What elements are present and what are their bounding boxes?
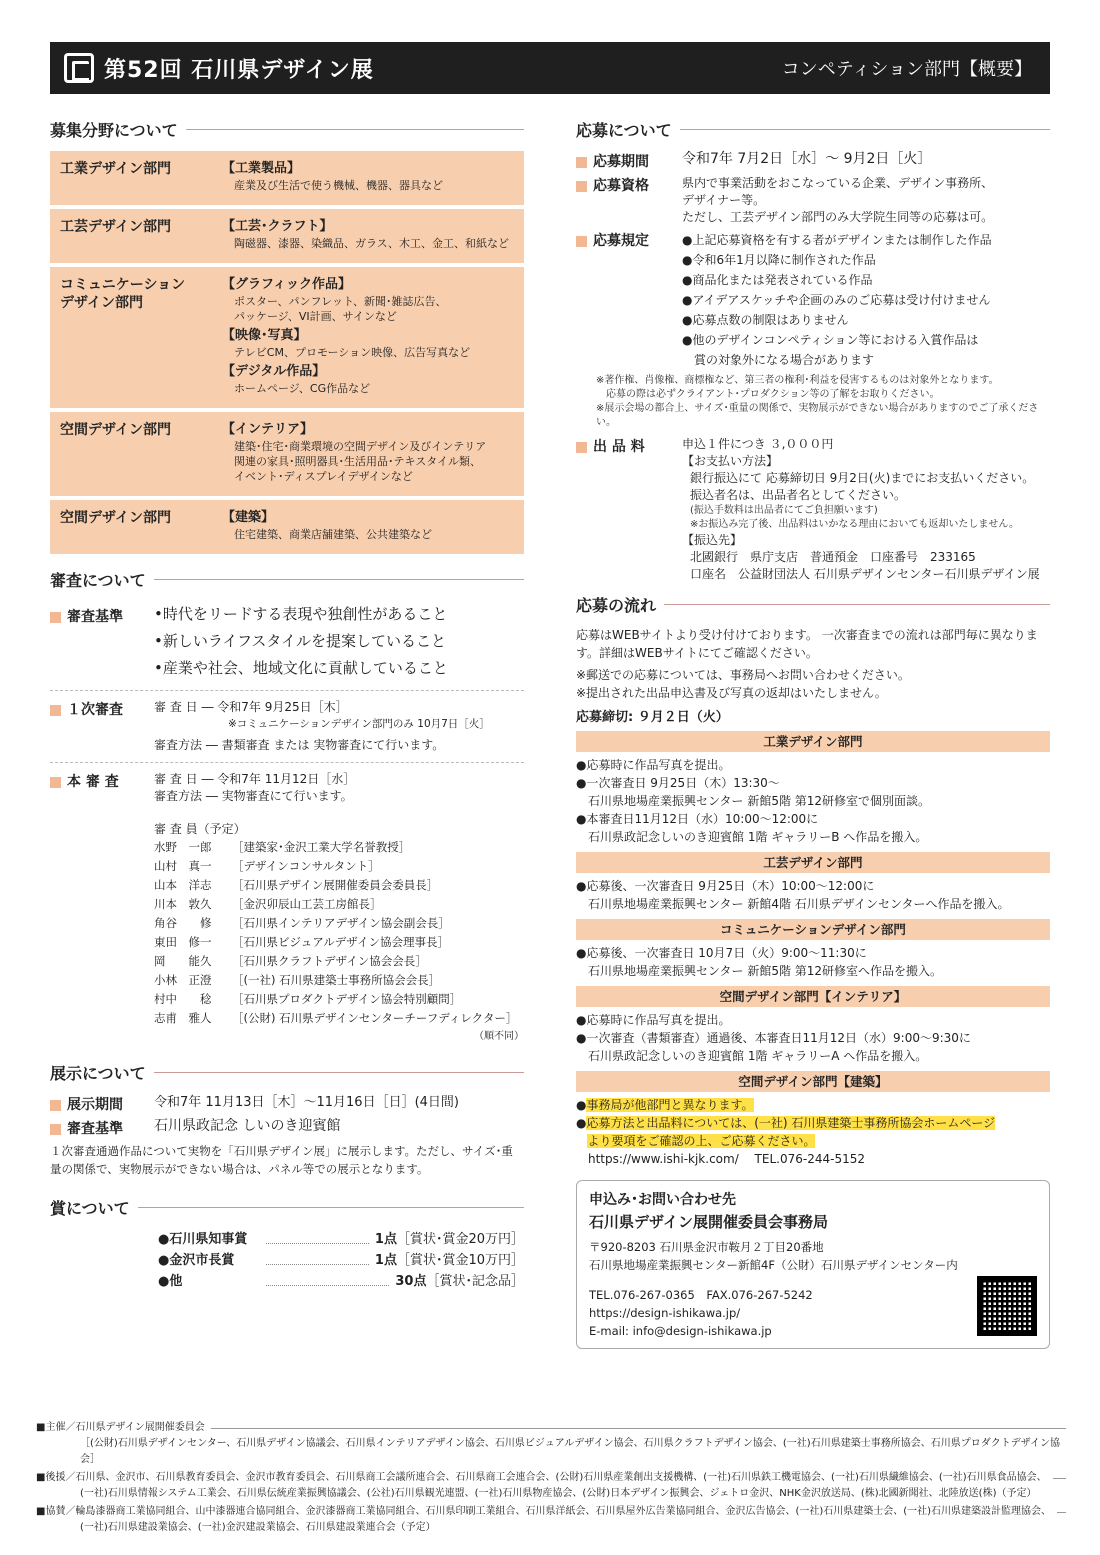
judge-role: ［石川県プロダクトデザイン協会特別顧問］ (232, 992, 462, 1006)
judge-name: 東田 修一 (154, 935, 212, 949)
category-subtitle: 【デジタル作品】 (222, 364, 326, 379)
main-review-method: 審査方法 ― 実物審査にて行います。 (154, 789, 353, 803)
criteria-1: •時代をリードする表現や独創性があること (154, 605, 448, 623)
judge-role: ［石川県デザイン展開催委員会委員長］ (232, 878, 439, 892)
prize-name: ●他 (158, 1274, 183, 1289)
flow-notes: ※郵送での応募については、事務局へお問い合わせください。 ※提出された出品申込書及び写真の返却はいたしません。 (576, 668, 910, 700)
square-marker-icon (50, 1124, 61, 1135)
rule-item: ●商品化または発表されている作品 (682, 273, 873, 287)
judge-row (154, 971, 524, 990)
category-name: 空間デザイン部門 (60, 422, 172, 438)
department-flow-list (576, 731, 1050, 1065)
judge-role: ［石川県ビジュアルデザイン協会理事長］ (232, 935, 450, 949)
contact-org: 石川県デザイン展開催委員会事務局 (589, 1213, 828, 1231)
bank-details: 北國銀行 県庁支店 普通預金 口座番号 233165 口座名 公益財団法人 石川県デザインセンター石川県デザイン展 (690, 550, 1040, 581)
prize-note: ［賞状･賞金20万円］ (396, 1232, 524, 1247)
exhibit-venue: 石川県政記念 しいのき迎賓館 (154, 1118, 341, 1134)
category-subtitle: 【グラフィック作品】 (222, 277, 351, 292)
category-box (50, 500, 524, 554)
section-title-flow: 応募の流れ (576, 593, 1050, 616)
divider (50, 762, 524, 763)
fee-row: 出 品 料 申込１件につき ３,０００円 【お支払い方法】 銀行振込にて 応募締切日 9月2日(火)までにお支払いください。 振込者名は、出品者名としてください。 (振込手数料は出品者にてご負担願います) ※お振込み完了後、出品料はいかなる理由においても返却いたしません。 【振込先】 北國銀行 県庁支店 普通預金 口座番号 233165 口座名 公益財団法人 石川県デザインセンター石川県デザイン展 (576, 436, 1050, 583)
first-review-method: 審査方法 ― 書類審査 または 実物審査にて行います。 (154, 738, 445, 752)
prize-count: 1点 (374, 1232, 397, 1247)
main-review-row: 本 審 査 審 査 日 ― 令和7年 11月12日［水］ 審査方法 ― 実物審査にて行います。 審 査 員（予定） 水野 一郎 ［建築家･金沢工業大学名誉教授］ 山村 真一 ［デザインコンサルタント］ 山本 洋志 ［石川県デザイン展開催委員会委員長］ 川本 敦久 ［金沢卯辰山工芸工房館長］ 角谷 修 ［石川県インテリアデザイン協会副会長］ 東田 修一 ［石川県ビジュアルデザイン協会理事長］ 岡 能久 ［石川県クラフトデザイン協会会長］ 小林 正澄 ［(一社) 石川県建築士事務所協会会長］ 村中 稔 ［石川県プロダクトデザイン協会特別顧問］ 志甫 雅人 ［(公財) 石川県デザインセンターチーフディレクター］ （順不同） (50, 771, 524, 1045)
footer-sponsors-2: (一社)石川県建設業協会、(一社)金沢建設業協会、石川県建設業連合会（予定） (80, 1522, 436, 1533)
section-title-sho: 賞について (50, 1196, 524, 1219)
right-column (576, 118, 1050, 1349)
dept-flow-item: ●応募時に作品写真を提出。 (576, 1013, 731, 1027)
square-marker-icon (576, 236, 587, 247)
apply-period-row: 応募期間 令和7年 7月2日［水］～ 9月2日［火］ (576, 151, 1050, 171)
square-marker-icon (50, 1100, 61, 1111)
judge-name: 水野 一郎 (154, 840, 212, 854)
first-review-row: １次審査 審 査 日 ― 令和7年 9月25日［木］ ※コミュニケーションデザイン部門のみ 10月7日［火］ 審査方法 ― 書類審査 または 実物審査にて行います。 (50, 699, 524, 754)
category-description: 建築･住宅･商業環境の空間デザイン及びインテリア 関連の家具･照明器具･生活用品･テキスタイル類、 イベント･ディスプレイデザインなど (234, 440, 487, 483)
judge-name: 角谷 修 (154, 916, 212, 930)
divider (50, 690, 524, 691)
category-description: 産業及び生活で使う機械、機器、器具など (234, 179, 443, 192)
left-column (50, 118, 524, 1292)
judge-name: 志甫 雅人 (154, 1011, 212, 1025)
prize-list (50, 1229, 524, 1292)
judge-role: ［建築家･金沢工業大学名誉教授］ (232, 840, 411, 854)
payment-title: 【お支払い方法】 (682, 454, 779, 468)
flow-deadline: 応募締切: ９月２日（火） (576, 710, 729, 725)
judge-row (154, 933, 524, 952)
category-description: 住宅建築、商業店舗建築、公共建築など (234, 528, 432, 541)
judge-name: 小林 正澄 (154, 973, 212, 987)
square-marker-icon (576, 442, 587, 453)
dept-flow-item: ●応募後、一次審査日 10月7日（火）9:00～11:30に 石川県地場産業振興センター 新館5階 第12研修室へ作品を搬入。 (576, 946, 943, 978)
square-marker-icon (576, 181, 587, 192)
judges-title: 審 査 員（予定） (154, 822, 246, 836)
judge-row (154, 1009, 524, 1028)
judges-list (154, 838, 524, 1028)
category-description: 陶磁器、漆器、染織品、ガラス、木工、金工、和紙など (234, 237, 509, 250)
exhibit-venue-row: 審査基準 石川県政記念 しいのき迎賓館 (50, 1118, 524, 1138)
design-exhibition-logo-icon (64, 53, 94, 83)
dept-flow-item: ●本審査日11月12日（水）10:00～12:00に 石川県政記念しいのき迎賓館 1階 ギャラリーB へ作品を搬入。 (576, 812, 928, 844)
footer (36, 1420, 1066, 1536)
prize-row (158, 1250, 524, 1271)
criteria-row: 審査基準 •時代をリードする表現や独創性があること •新しいライフスタイルを提案していること •産業や社会、地域文化に貢献していること (50, 601, 524, 682)
payment-notes: (振込手数料は出品者にてご負担願います) ※お振込み完了後、出品料はいかなる理由においても返却いたしません。 (690, 505, 1019, 530)
judge-role: ［(公財) 石川県デザインセンターチーフディレクター］ (232, 1011, 518, 1025)
dept-band-kenchiku: 空間デザイン部門【建築】 (576, 1071, 1050, 1092)
dept-band: 工業デザイン部門 (576, 731, 1050, 752)
leader-dots (266, 1250, 369, 1265)
dept-flow-item: ●応募後、一次審査日 9月25日（木）10:00～12:00に 石川県地場産業振興センター 新館4階 石川県デザインセンターへ作品を搬入。 (576, 879, 1010, 911)
category-body (222, 509, 514, 545)
square-marker-icon (576, 157, 587, 168)
contact-title: 申込み･お問い合わせ先 (589, 1192, 736, 1208)
prize-row (158, 1271, 524, 1292)
category-body (222, 276, 514, 399)
first-review-date: 審 査 日 ― 令和7年 9月25日［木］ (154, 700, 348, 714)
category-subtitle: 【建築】 (222, 510, 275, 525)
footer-organizer-members: ［(公財)石川県デザインセンター、石川県デザイン協議会、石川県インテリアデザイン協会、石川県ビジュアルデザイン協会、石川県クラフトデザイン協会、(一社)石川県建築士事務所協会、石川県プロダクトデザイン協会］ (80, 1438, 1061, 1465)
rule-item: ●他のデザインコンペティション等における入賞作品は 賞の対象外になる場合があります (682, 333, 979, 367)
judge-name: 山本 洋志 (154, 878, 212, 892)
judge-name: 川本 敦久 (154, 897, 212, 911)
category-subtitle: 【映像･写真】 (222, 328, 307, 343)
dept-band: 空間デザイン部門【インテリア】 (576, 986, 1050, 1007)
order-note: （順不同） (474, 1031, 524, 1042)
dept-band: コミュニケーションデザイン部門 (576, 919, 1050, 940)
prize-name: ●金沢市長賞 (158, 1253, 235, 1268)
rules-note-1: ※著作権、肖像権、商標権など、第三者の権利･利益を侵害するものは対象外となります。 応募の際は必ずクライアント･プロダクション等の了解をお取りください。 (596, 375, 999, 400)
rules-row: 応募規定 ●上記応募資格を有する者がデザインまたは制作した作品 ●令和6年1月以降に制作された作品 ●商品化または発表されている作品 ●アイデアスケッチや企画のみのご応募は受け付けません ●応募点数の制限はありません ●他のデザインコンペティション等における入賞作品は 賞の対象外になる場合があります (576, 230, 1050, 370)
category-description: テレビCM、プロモーション映像、広告写真など (234, 346, 471, 359)
dept-flow-item: ●一次審査日 9月25日（木）13:30～ 石川県地場産業振興センター 新館5階 第12研修室で個別面談。 (576, 776, 931, 808)
eligibility: 県内で事業活動をおこなっている企業、デザイン事務所、 デザイナー等。 ただし、工芸デザイン部門のみ大学院生同等の応募は可。 (682, 176, 994, 224)
contact-email[interactable]: E-mail: info@design-ishikawa.jp (589, 1324, 772, 1338)
judge-role: ［デザインコンサルタント］ (232, 859, 380, 873)
category-box (50, 209, 524, 263)
section-title-boshu: 募集分野について (50, 118, 524, 141)
category-description: ホームページ、CG作品など (234, 382, 371, 395)
footer-supporters-2: (一社)石川県情報システム工業会、石川県伝統産業振興協議会、(公社)石川県観光連盟、(一社)石川県物産協会、(公財)日本デザイン振興会、ジェトロ金沢、NHK金沢放送局、(株)北國新聞社、北陸放送(株)（予定） (80, 1488, 1037, 1499)
category-body (222, 218, 514, 254)
square-marker-icon (50, 777, 61, 788)
dept-flow-item: ●一次審査（書類審査）通過後、本審査日11月12日（水）9:00～9:30に 石川県政記念しいのき迎賓館 1階 ギャラリーA へ作品を搬入。 (576, 1031, 971, 1063)
eligibility-row: 応募資格 県内で事業活動をおこなっている企業、デザイン事務所、 デザイナー等。 ただし、工芸デザイン部門のみ大学院生同等の応募は可。 (576, 175, 1050, 226)
rule-item: ●上記応募資格を有する者がデザインまたは制作した作品 (682, 233, 992, 247)
judge-name: 村中 稔 (154, 992, 212, 1006)
main-review-date: 審 査 日 ― 令和7年 11月12日［水］ (154, 772, 356, 786)
contact-url[interactable]: https://design-ishikawa.jp/ (589, 1306, 741, 1320)
judge-role: ［石川県クラフトデザイン協会会長］ (232, 954, 427, 968)
category-subtitle: 【インテリア】 (222, 422, 314, 437)
section-title-obo: 応募について (576, 118, 1050, 141)
prize-row (158, 1229, 524, 1250)
footer-sponsors: ■協賛／輪島漆器商工業協同組合、山中漆器連合協同組合、金沢漆器商工業協同組合、石川県印刷工業組合、石川県洋紙会、石川県屋外広告業協同組合、金沢広告協会、(一社)石川県建築士会、(一社)石川県建築設計監理協会、 (36, 1504, 1066, 1520)
judge-row (154, 952, 524, 971)
prize-name: ●石川県知事賞 (158, 1232, 248, 1247)
prize-count: 30点 (395, 1274, 427, 1289)
category-box (50, 151, 524, 205)
flow-description: 応募はWEBサイトより受け付けております。 一次審査までの流れは部門毎に異なります。詳細はWEBサイトにてご確認ください。 (576, 628, 1038, 660)
judge-role: ［金沢卯辰山工芸工房館長］ (232, 897, 382, 911)
square-marker-icon (50, 705, 61, 716)
rule-item: ●応募点数の制限はありません (682, 313, 849, 327)
exhibit-period-row: 展示期間 令和7年 11月13日［木］～11月16日［日］(4日間) (50, 1094, 524, 1114)
category-subtitle: 【工業製品】 (222, 161, 301, 176)
rule-item: ●令和6年1月以降に制作された作品 (682, 253, 876, 267)
section-title-shinsa: 審査について (50, 568, 524, 591)
category-body (222, 160, 514, 196)
contact-tel: TEL.076-267-0365 FAX.076-267-5242 (589, 1288, 813, 1302)
prize-note: ［賞状･記念品］ (426, 1274, 524, 1289)
criteria-2: •新しいライフスタイルを提案していること (154, 632, 447, 650)
page-subtitle: コンペティション部門【概要】 (781, 59, 1032, 80)
kenchiku-item-1: ●事務局が他部門と異なります。 (576, 1098, 754, 1112)
square-marker-icon (50, 612, 61, 623)
exhibit-description: １次審査通過作品について実物を「石川県デザイン展」に展示します。ただし、サイズ･重量の関係で、実物展示ができない場合は、パネル等での展示となります。 (50, 1144, 513, 1176)
footer-supporters: ■後援／石川県、金沢市、石川県教育委員会、金沢市教育委員会、石川県商工会議所連合会、石川県商工会連合会、(公財)石川県産業創出支援機構、(一社)石川県鉄工機電協会、(一社)石川県繊維協会、(一社)石川県食品協会、 (36, 1470, 1066, 1486)
apply-period: 令和7年 7月2日［水］～ 9月2日［火］ (682, 151, 932, 167)
exhibit-period: 令和7年 11月13日［木］～11月16日［日］(4日間) (154, 1095, 459, 1110)
category-body (222, 421, 514, 487)
leader-dots (266, 1229, 369, 1244)
rule-item: ●アイデアスケッチや企画のみのご応募は受け付けません (682, 293, 991, 307)
judge-role: ［石川県インテリアデザイン協会副会長］ (232, 916, 450, 930)
category-name: 工芸デザイン部門 (60, 219, 172, 235)
first-review-note: ※コミュニケーションデザイン部門のみ 10月7日［火］ (228, 718, 490, 730)
kenchiku-item-2: ●応募方法と出品料については、(一社) 石川県建築士事務所協会ホームページ より要項をご確認の上、ご応募ください。 (576, 1116, 996, 1148)
dept-band: 工芸デザイン部門 (576, 852, 1050, 873)
contact-box (576, 1180, 1050, 1349)
leader-dots (266, 1271, 389, 1286)
category-name: 工業デザイン部門 (60, 161, 172, 177)
category-name: コミュニケーション デザイン部門 (60, 277, 186, 311)
category-box (50, 267, 524, 408)
judge-role: ［(一社) 石川県建築士事務所協会会長］ (232, 973, 441, 987)
criteria-3: •産業や社会、地域文化に貢献していること (154, 659, 448, 677)
qr-code-icon (977, 1276, 1037, 1336)
rules-note-2: ※展示会場の都合上、サイズ･重量の関係で、実物展示ができない場合がありますのでご了承ください。 (596, 403, 1039, 428)
judge-row (154, 838, 524, 857)
prize-note: ［賞状･賞金10万円］ (396, 1253, 524, 1268)
judge-row (154, 990, 524, 1009)
contact-address: 〒920-8203 石川県金沢市鞍月２丁目20番地 石川県地場産業振興センター新館4F（公財）石川県デザインセンター内 (589, 1240, 958, 1272)
rules-list (682, 230, 1050, 370)
category-box (50, 412, 524, 496)
page-title: 第52回 石川県デザイン展 (104, 57, 374, 83)
fee-amount: 申込１件につき ３,０００円 (682, 437, 834, 451)
judge-row (154, 914, 524, 933)
payment-method: 銀行振込にて 応募締切日 9月2日(火)までにお支払いください。 振込者名は、出品者名としてください。 (690, 471, 1035, 502)
judge-name: 岡 能久 (154, 954, 212, 968)
category-list (50, 151, 524, 554)
judge-name: 山村 真一 (154, 859, 212, 873)
category-name: 空間デザイン部門 (60, 510, 172, 526)
kenchiku-url[interactable]: https://www.ishi-kjk.com/ TEL.076-244-5152 (588, 1152, 865, 1166)
judge-row (154, 876, 524, 895)
judge-row (154, 895, 524, 914)
bank-title: 【振込先】 (682, 533, 743, 547)
dept-flow-item: ●応募時に作品写真を提出。 (576, 758, 731, 772)
prize-count: 1点 (374, 1253, 397, 1268)
category-description: ポスター、パンフレット、新聞･雑誌広告、 パッケージ、VI計画、サインなど (234, 295, 447, 323)
section-title-tenji: 展示について (50, 1061, 524, 1084)
category-subtitle: 【工芸･クラフト】 (222, 219, 333, 234)
header-bar (50, 42, 1050, 94)
judge-row (154, 857, 524, 876)
footer-organizer: ■主催／石川県デザイン展開催委員会 (36, 1420, 1066, 1436)
